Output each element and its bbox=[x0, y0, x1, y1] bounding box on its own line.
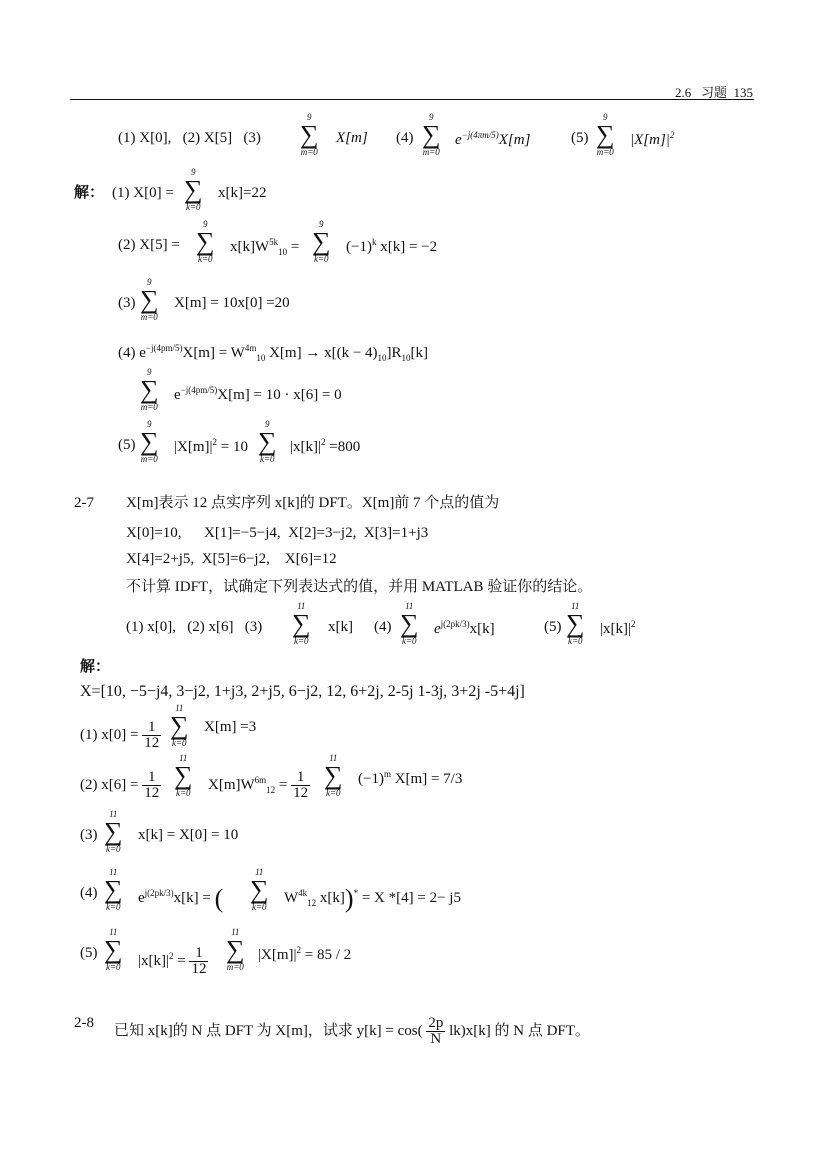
p26-s2-mid: $x[k]W^{5k}_{10}$ = bbox=[230, 237, 300, 257]
p27-task: 不计算 IDFT，试确定下列表达式的值，并用 MATLAB 验证你的结论。 bbox=[126, 579, 593, 595]
section-title: 习题 bbox=[700, 85, 727, 100]
p27-a2-frac2: $\frac{1}{12}$ bbox=[293, 769, 309, 801]
p26-q3-term: X[m] bbox=[336, 130, 368, 146]
p26-solution-label: 解： bbox=[74, 185, 105, 201]
p26-s5-mid: $|X[m]|^2 = 10$ bbox=[174, 437, 248, 455]
p27-a3-tail: x[k] = X[0] = 10 bbox=[138, 827, 239, 843]
p27-values-row1: X[0]=10, X[1]=−5−j4, X[2]=3−j2, X[3]=1+j3 bbox=[126, 525, 429, 541]
p27-a2-sum-b: 11 ∑ k=0 bbox=[324, 753, 343, 798]
p26-q3-sum: 9 ∑ m=0 bbox=[300, 112, 319, 157]
p26-s5-sum-b: 9 ∑ k=0 bbox=[258, 419, 277, 464]
p26-s2-sum-a: 9 ∑ k=0 bbox=[196, 219, 215, 264]
p27-number: 2-7 bbox=[74, 495, 94, 511]
p26-s4b: $e^{-j(4pm/5)}X[m] = 10 \cdot x[6] = 0$ bbox=[174, 385, 342, 403]
p27-q4-sum: 11 ∑ k=0 bbox=[400, 601, 419, 646]
p27-q5-sum: 11 ∑ k=0 bbox=[566, 601, 585, 646]
p27-values-row2: X[4]=2+j5, X[5]=6−j2, X[6]=12 bbox=[126, 551, 337, 567]
p27-a4-inner: $W^{4k}_{12}$ x[k])* = X *[4] = 2− j5 bbox=[284, 884, 461, 913]
p26-s3-tail: X[m] = 10x[0] =20 bbox=[174, 295, 290, 311]
p27-q3-tail: x[k] bbox=[328, 619, 353, 635]
p27-q4: (4) bbox=[374, 619, 392, 635]
p26-s5: (5) bbox=[118, 437, 136, 453]
p27-a1-sum: 11 ∑ k=0 bbox=[170, 703, 189, 748]
p26-s4: (4) $e^{-j(4pm/5)}X[m] = W^{4m}_{10}$ $X[m] \to x[(k - 4)_{10}]R_{10}[k]$ bbox=[118, 343, 429, 363]
p27-q3-sum: 11 ∑ k=0 bbox=[292, 601, 311, 646]
p26-q5: (5) bbox=[571, 130, 589, 146]
p26-s2: (2) X[5] = bbox=[118, 237, 180, 253]
p27-x-vector: X=[10, −5−j4, 3−j2, 1+j3, 2+j5, 6−j2, 12, 6+2j, 2-5j 1-3j, 3+2j -5+4j] bbox=[80, 683, 525, 700]
p27-a3-sum: 11 ∑ k=0 bbox=[104, 809, 123, 854]
p27-a3: (3) bbox=[80, 827, 98, 843]
p27-a5-frac: $\frac{1}{12}$ bbox=[191, 945, 207, 977]
p27-a2-mid: $X[m]W^{6m}_{12}$ = $\frac{1}{12}$ bbox=[208, 769, 309, 801]
p27-a5: (5) bbox=[80, 945, 98, 961]
p27-q-line: (1) x[0], (2) x[6] (3) bbox=[126, 619, 263, 635]
p26-s1-sum: 9 ∑ k=0 bbox=[184, 167, 203, 212]
p28-number: 2-8 bbox=[74, 1015, 94, 1031]
p26-q4-term: $e^{-j(4\pi m/5)}X[m]$ bbox=[455, 130, 531, 148]
p26-s1: (1) X[0] = bbox=[112, 185, 174, 201]
p26-q4-sum: 9 ∑ m=0 bbox=[422, 112, 441, 157]
p27-a2-sum-a: 11 ∑ k=0 bbox=[174, 753, 193, 798]
p26-q5-term: $|X[m]|^2$ bbox=[630, 130, 675, 148]
p27-a5-mid: $|x[k]|^2$ = $\frac{1}{12}$ bbox=[138, 945, 207, 977]
header-rule bbox=[70, 99, 754, 100]
p27-a4-sum-inner: 11 ∑ k=0 bbox=[250, 867, 269, 912]
p28-frac: $\frac{2p}{N}$ bbox=[428, 1015, 444, 1047]
p26-s2-sum-b: 9 ∑ k=0 bbox=[312, 219, 331, 264]
p26-s5-tail: $|x[k]|^2 =800$ bbox=[290, 437, 361, 455]
p27-q4-tail: $e^{j(2pk/3)}x[k]$ bbox=[434, 619, 495, 637]
p26-s4b-sum: 9 ∑ m=0 bbox=[140, 367, 159, 412]
p26-q5-sum: 9 ∑ m=0 bbox=[596, 112, 615, 157]
p27-q5: (5) bbox=[544, 619, 562, 635]
p26-q2: (2) X[5] bbox=[182, 130, 233, 146]
p27-q5-tail: $|x[k]|^2$ bbox=[600, 619, 636, 637]
p27-a1-tail: X[m] =3 bbox=[204, 719, 257, 735]
p27-a2: (2) x[6] = $\frac{1}{12}$ bbox=[80, 769, 160, 801]
p27-intro: X[m]表示 12 点实序列 x[k]的 DFT。X[m]前 7 个点的值为 bbox=[126, 495, 500, 511]
p27-a2-frac: $\frac{1}{12}$ bbox=[144, 769, 160, 801]
p26-q4: (4) bbox=[396, 130, 414, 146]
p27-a5-sum: 11 ∑ k=0 bbox=[104, 927, 123, 972]
p27-a5-tail: $|X[m]|^2 = 85 / 2$ bbox=[258, 945, 352, 963]
p26-q3: (3) bbox=[243, 130, 261, 146]
p26-question-line bbox=[118, 131, 261, 146]
p27-a1-frac: $\frac{1}{12}$ bbox=[144, 719, 160, 751]
section-number: 2.6 bbox=[674, 85, 692, 100]
page-number: 135 bbox=[733, 85, 753, 100]
p28-text: 已知 x[k]的 N 点 DFT 为 X[m]，试求 y[k] = cos( $\frac{2p}{N}$ lk)x[k] 的 N 点 DFT。 bbox=[114, 1015, 590, 1047]
p27-solution-label: 解： bbox=[80, 659, 111, 675]
p27-a4-sum: 11 ∑ k=0 bbox=[104, 867, 123, 912]
p27-a4-mid: $e^{j(2pk/3)}x[k]$ = ( bbox=[138, 884, 224, 913]
p26-s2-tail: $(-1)^k$ x[k] = −2 bbox=[346, 237, 438, 255]
p26-s3: (3) bbox=[118, 295, 136, 311]
p27-a2-tail: $(-1)^m$ X[m] = 7/3 bbox=[358, 769, 463, 787]
p26-q1: (1) X[0], bbox=[118, 130, 172, 146]
p27-a4: (4) bbox=[80, 885, 98, 901]
p26-s3-sum: 9 ∑ m=0 bbox=[140, 277, 159, 322]
p27-a1: (1) x[0] = $\frac{1}{12}$ bbox=[80, 719, 160, 751]
p26-s1-tail: x[k]=22 bbox=[218, 185, 267, 201]
p27-a5-sum-b: 11 ∑ m=0 bbox=[226, 927, 245, 972]
p26-s5-sum-a: 9 ∑ m=0 bbox=[140, 419, 159, 464]
